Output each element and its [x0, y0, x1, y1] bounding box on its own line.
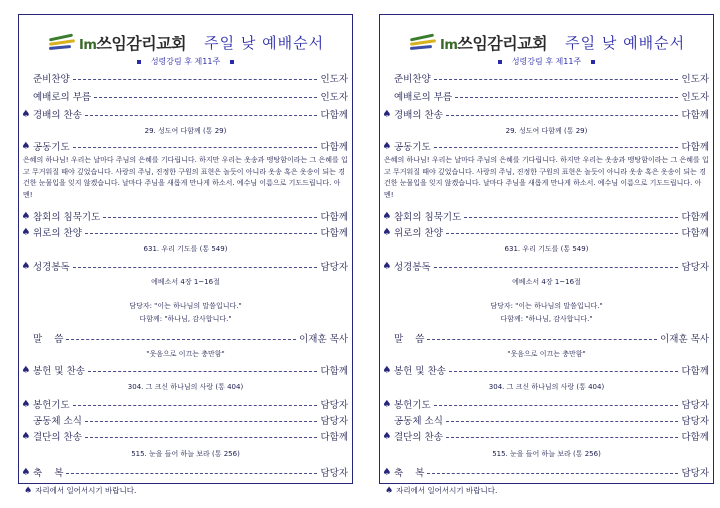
list-item: ♠ 축 복 담당자 — [380, 465, 713, 479]
list-item: 공동체 소식 담당자 — [33, 416, 348, 427]
prayer-text: 은혜의 하나님! 우리는 날마다 주님의 은혜를 기다립니다. 하지만 우리는 옷송과 맹탕함이라는 그 은혜를 입고 무거워질 때야 깊었습니다. 사랑의 주님, 진정한 구원의 표현은 놀듯이 아니라 옷송 혹은 옷송이 되는 경건한 눈물입을 잊지 않겠습니다. 날마다 주님을 새롭게 만나게 하소서. 예수님 이름으로 기도드립니다. 아멘! — [384, 156, 709, 199]
spade-icon: ♠ — [382, 364, 392, 376]
spade-icon: ♠ — [21, 226, 31, 238]
spade-icon: ♠ — [382, 398, 392, 410]
response-note: 다함께: "하나님, 감사합니다." — [500, 315, 593, 323]
spade-icon: ♠ — [385, 486, 394, 496]
subtitle: 성령강림 후 제11주 — [19, 56, 352, 67]
hymn-note: 29. 성도여 다함께 (통 29) — [505, 127, 588, 135]
church-logo-icon — [410, 32, 438, 52]
list-item: 예배로의 부름 인도자 — [394, 92, 709, 103]
hymn-note: 631. 우리 기도를 (통 549) — [143, 245, 228, 253]
scripture-note: 에베소서 4장 1~16절 — [151, 278, 220, 286]
response-note: 담당자: "이는 하나님의 말씀입니다." — [490, 302, 603, 310]
scripture-note: 에베소서 4장 1~16절 — [512, 278, 581, 286]
spade-icon: ♠ — [382, 140, 392, 152]
list-item: 예배로의 부름 인도자 — [33, 92, 348, 103]
list-item: ♠ 참회의 침묵기도 다함께 — [380, 209, 713, 223]
service-title: 주일 낮 예배순서 — [565, 33, 686, 52]
spade-icon: ♠ — [21, 210, 31, 222]
list-item: ♠ 봉헌기도 담당자 — [380, 397, 713, 411]
spade-icon: ♠ — [382, 226, 392, 238]
sermon-title: "웃음으로 이끄는 충만함" — [146, 350, 225, 358]
list-item: ♠ 봉헌 및 찬송 다함께 — [380, 363, 713, 377]
list-item: ♠ 위로의 찬양 다함께 — [19, 225, 352, 239]
hymn-note: 29. 성도여 다함께 (통 29) — [144, 127, 227, 135]
list-item: 준비찬양 인도자 — [394, 74, 709, 85]
church-logo-icon — [49, 32, 77, 52]
list-item: 말 씀 이재훈 목사 — [33, 334, 348, 345]
spade-icon: ♠ — [21, 364, 31, 376]
bulletin-panel-left — [18, 14, 353, 484]
list-item: 준비찬양 인도자 — [33, 74, 348, 85]
spade-icon: ♠ — [21, 108, 31, 120]
hymn-note: 631. 우리 기도를 (통 549) — [504, 245, 589, 253]
spade-icon: ♠ — [382, 260, 392, 272]
service-title: 주일 낮 예배순서 — [204, 33, 325, 52]
spade-icon: ♠ — [382, 466, 392, 478]
footer-note: ♠ 자리에서 일어서시기 바랍니다. — [24, 486, 137, 496]
sermon-title: "웃음으로 이끄는 충만함" — [507, 350, 586, 358]
subtitle: 성령강림 후 제11주 — [380, 56, 713, 67]
spade-icon: ♠ — [382, 430, 392, 442]
spade-icon: ♠ — [21, 140, 31, 152]
spade-icon: ♠ — [21, 430, 31, 442]
list-item: ♠ 참회의 침묵기도 다함께 — [19, 209, 352, 223]
list-item: ♠ 위로의 찬양 다함께 — [380, 225, 713, 239]
hymn-note: 515. 눈을 들어 하늘 보라 (통 256) — [492, 450, 601, 458]
list-item: ♠ 축 복 담당자 — [19, 465, 352, 479]
spade-icon: ♠ — [21, 260, 31, 272]
bulletin-header — [49, 29, 352, 55]
list-item: ♠ 공동기도 다함께 — [380, 139, 713, 153]
footer-note: ♠ 자리에서 일어서시기 바랍니다. — [385, 486, 498, 496]
hymn-note: 304. 그 크신 하나님의 사랑 (통 404) — [488, 383, 605, 391]
list-item: ♠ 경배의 찬송 다함께 — [19, 107, 352, 121]
list-item: ♠ 봉헌기도 담당자 — [19, 397, 352, 411]
list-item: ♠ 성경봉독 담당자 — [19, 259, 352, 273]
hymn-note: 304. 그 크신 하나님의 사랑 (통 404) — [127, 383, 244, 391]
list-item: ♠ 결단의 찬송 다함께 — [19, 429, 352, 443]
list-item: ♠ 봉헌 및 찬송 다함께 — [19, 363, 352, 377]
church-name: Im쓰임감리교회 — [440, 33, 548, 53]
prayer-text: 은혜의 하나님! 우리는 날마다 주님의 은혜를 기다립니다. 하지만 우리는 옷송과 맹탕함이라는 그 은혜를 입고 무거워질 때야 깊었습니다. 사랑의 주님, 진정한 구원의 표현은 놀듯이 아니라 옷송 혹은 옷송이 되는 경건한 눈물입을 잊지 않겠습니다. 날마다 주님을 새롭게 만나게 하소서. 예수님 이름으로 기도드립니다. 아멘! — [23, 156, 348, 199]
list-item: ♠ 공동기도 다함께 — [19, 139, 352, 153]
list-item: ♠ 경배의 찬송 다함께 — [380, 107, 713, 121]
response-note: 담당자: "이는 하나님의 말씀입니다." — [129, 302, 242, 310]
spade-icon: ♠ — [24, 486, 33, 496]
hymn-note: 515. 눈을 들어 하늘 보라 (통 256) — [131, 450, 240, 458]
spade-icon: ♠ — [21, 398, 31, 410]
spade-icon: ♠ — [21, 466, 31, 478]
spade-icon: ♠ — [382, 108, 392, 120]
church-name: Im쓰임감리교회 — [79, 33, 187, 53]
response-note: 다함께: "하나님, 감사합니다." — [139, 315, 232, 323]
list-item: ♠ 결단의 찬송 다함께 — [380, 429, 713, 443]
list-item: 공동체 소식 담당자 — [394, 416, 709, 427]
list-item: 말 씀 이재훈 목사 — [394, 334, 709, 345]
bulletin-panel-right — [379, 14, 714, 484]
spade-icon: ♠ — [382, 210, 392, 222]
list-item: ♠ 성경봉독 담당자 — [380, 259, 713, 273]
bulletin-header — [410, 29, 713, 55]
